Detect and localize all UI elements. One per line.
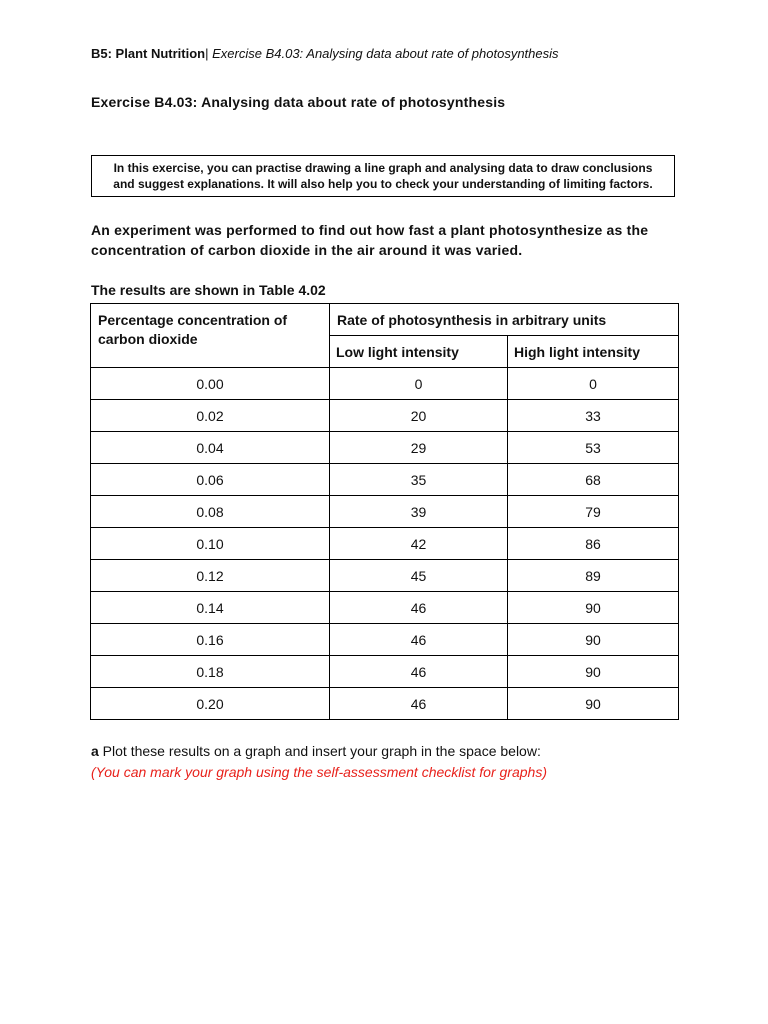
cell-co2: 0.00 bbox=[91, 368, 330, 400]
cell-high-light: 53 bbox=[508, 432, 679, 464]
cell-high-light: 86 bbox=[508, 528, 679, 560]
table-row bbox=[91, 400, 679, 432]
cell-high-light: 90 bbox=[508, 592, 679, 624]
cell-co2: 0.04 bbox=[91, 432, 330, 464]
cell-low-light: 20 bbox=[330, 400, 508, 432]
intro-line-1: In this exercise, you can practise drawing a line graph and analysing data to draw conclusions bbox=[113, 161, 653, 175]
header-co2-line-2: carbon dioxide bbox=[98, 331, 198, 347]
cell-co2: 0.18 bbox=[91, 656, 330, 688]
cell-high-light: 90 bbox=[508, 624, 679, 656]
cell-co2: 0.10 bbox=[91, 528, 330, 560]
table-row bbox=[91, 688, 679, 720]
header-low-light: Low light intensity bbox=[330, 336, 508, 368]
header-rate-group: Rate of photosynthesis in arbitrary units bbox=[330, 304, 679, 336]
table-row bbox=[91, 496, 679, 528]
cell-low-light: 42 bbox=[330, 528, 508, 560]
cell-low-light: 35 bbox=[330, 464, 508, 496]
header-exercise-ref: Exercise B4.03: Analysing data about rate of photosynthesis bbox=[208, 46, 559, 61]
table-row bbox=[91, 464, 679, 496]
cell-low-light: 46 bbox=[330, 656, 508, 688]
table-row bbox=[91, 656, 679, 688]
exercise-title: Exercise B4.03: Analysing data about rate of photosynthesis bbox=[91, 94, 506, 110]
cell-high-light: 79 bbox=[508, 496, 679, 528]
table-row bbox=[91, 368, 679, 400]
question-note: (You can mark your graph using the self-assessment checklist for graphs) bbox=[91, 764, 547, 780]
cell-co2: 0.20 bbox=[91, 688, 330, 720]
results-table bbox=[90, 303, 679, 720]
cell-low-light: 46 bbox=[330, 688, 508, 720]
intro-line-2: and suggest explanations. It will also help you to check your understanding of limiting factors. bbox=[113, 177, 653, 191]
table-caption: The results are shown in Table 4.02 bbox=[91, 282, 326, 298]
intro-box bbox=[91, 155, 675, 197]
experiment-line-1: An experiment was performed to find out how fast a plant photosynthesize as the bbox=[91, 222, 649, 238]
table-row bbox=[91, 560, 679, 592]
cell-low-light: 46 bbox=[330, 592, 508, 624]
cell-high-light: 90 bbox=[508, 656, 679, 688]
cell-co2: 0.02 bbox=[91, 400, 330, 432]
table-row bbox=[91, 624, 679, 656]
cell-co2: 0.08 bbox=[91, 496, 330, 528]
question-text bbox=[91, 741, 547, 762]
experiment-description bbox=[91, 220, 691, 260]
header-co2-concentration bbox=[91, 304, 330, 368]
cell-high-light: 89 bbox=[508, 560, 679, 592]
cell-high-light: 33 bbox=[508, 400, 679, 432]
table-row bbox=[91, 592, 679, 624]
header-co2-line-1: Percentage concentration of bbox=[98, 312, 288, 328]
cell-low-light: 46 bbox=[330, 624, 508, 656]
table-header-row bbox=[91, 304, 679, 336]
header-unit: B5: Plant Nutrition bbox=[91, 46, 206, 61]
experiment-line-2: concentration of carbon dioxide in the air around it was varied. bbox=[91, 242, 523, 258]
header-high-light: High light intensity bbox=[508, 336, 679, 368]
question-body: Plot these results on a graph and insert your graph in the space below: bbox=[98, 743, 541, 759]
cell-low-light: 39 bbox=[330, 496, 508, 528]
cell-low-light: 0 bbox=[330, 368, 508, 400]
cell-high-light: 0 bbox=[508, 368, 679, 400]
cell-co2: 0.06 bbox=[91, 464, 330, 496]
cell-co2: 0.16 bbox=[91, 624, 330, 656]
cell-low-light: 45 bbox=[330, 560, 508, 592]
question-letter: a bbox=[91, 743, 99, 759]
cell-co2: 0.14 bbox=[91, 592, 330, 624]
header-separator: | bbox=[205, 46, 209, 61]
question-a bbox=[91, 741, 547, 783]
page-header bbox=[91, 46, 559, 61]
table-row bbox=[91, 432, 679, 464]
cell-co2: 0.12 bbox=[91, 560, 330, 592]
cell-high-light: 90 bbox=[508, 688, 679, 720]
table-row bbox=[91, 528, 679, 560]
cell-low-light: 29 bbox=[330, 432, 508, 464]
cell-high-light: 68 bbox=[508, 464, 679, 496]
